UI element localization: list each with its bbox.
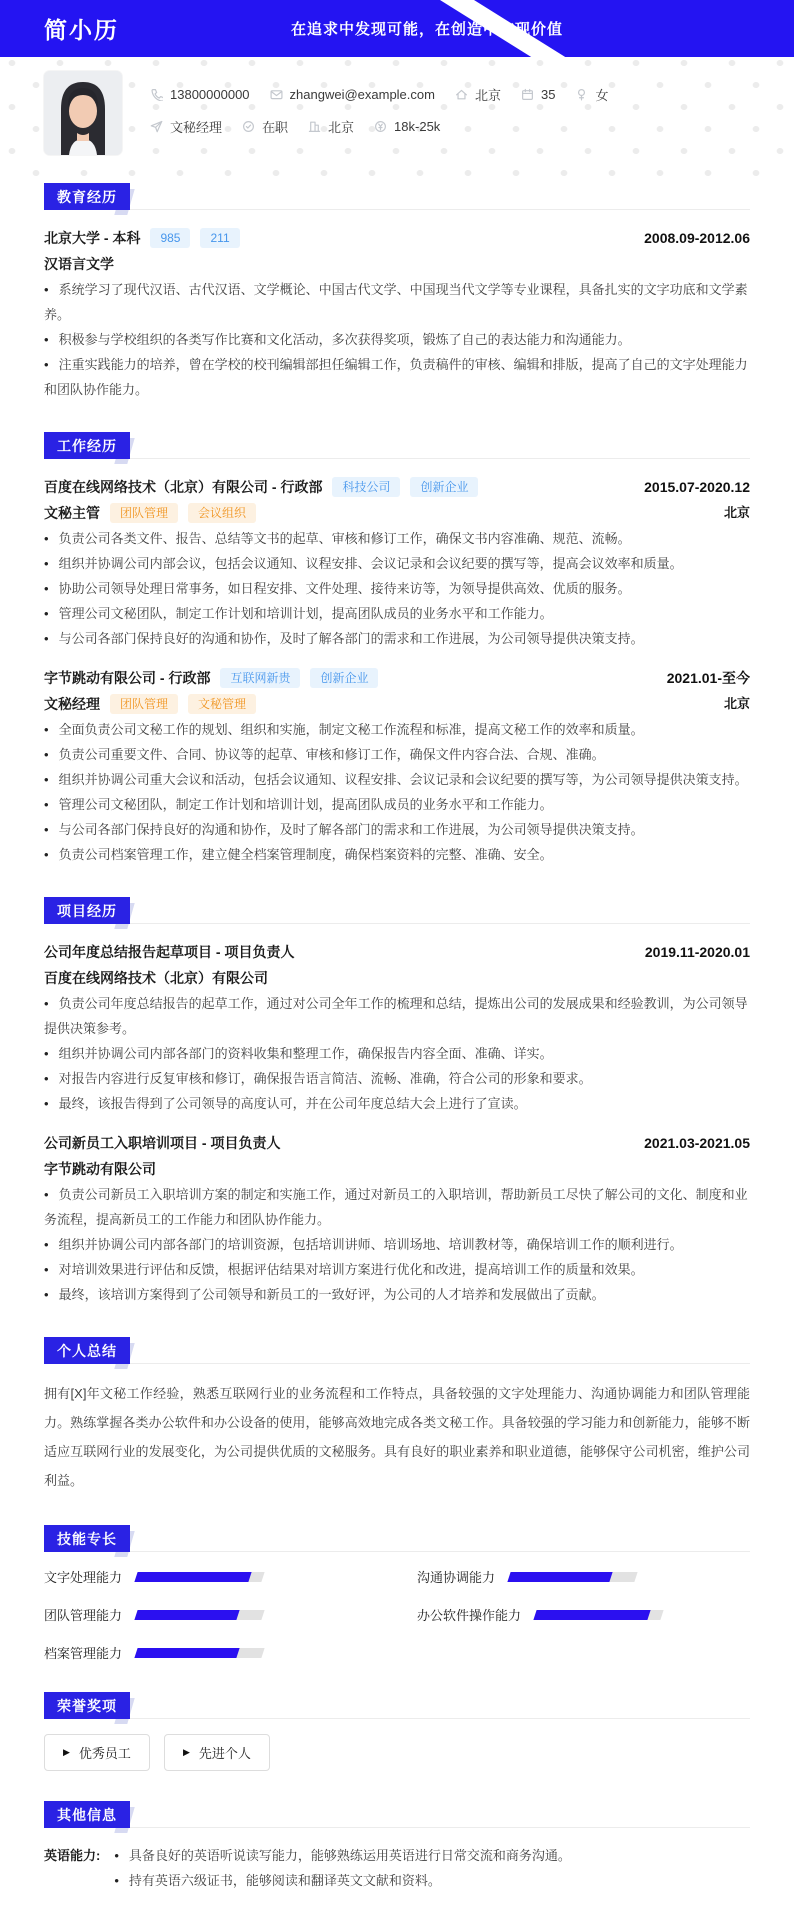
skill-item — [417, 1605, 750, 1624]
work-city-item — [308, 117, 354, 136]
email-address: zhangwei@example.com — [289, 87, 435, 102]
section-header — [44, 432, 750, 459]
project-bullet: • 负责公司年度总结报告的起草工作，通过对公司全年工作的梳理和总结，提炼出公司的发展成果和经验教训，为公司领导提供决策参考。 — [44, 991, 750, 1041]
project-bullet: • 最终，该报告得到了公司领导的高度认可，并在公司年度总结大会上进行了宣读。 — [44, 1091, 750, 1116]
company-name: 百度在线网络技术（北京）有限公司 - 行政部 — [44, 479, 323, 495]
avatar-illustration — [44, 71, 122, 155]
company-tag: 科技公司 — [332, 477, 400, 497]
job-status-value: 在职 — [262, 120, 289, 135]
skill-bar-fill — [134, 1610, 239, 1620]
project-company: 百度在线网络技术（北京）有限公司 — [44, 970, 268, 986]
project-name: 公司新员工入职培训项目 - 项目负责人 — [44, 1135, 281, 1151]
work-bullet: • 管理公司文秘团队，制定工作计划和培训计划，提高团队成员的业务水平和工作能力。 — [44, 601, 750, 626]
work-location: 北京 — [723, 696, 750, 711]
other-bullet: • 持有英语六级证书，能够阅读和翻译英文文献和资料。 — [114, 1868, 571, 1893]
gender-icon — [575, 88, 588, 101]
project-entry-1 — [44, 939, 750, 1116]
work-bullet: • 组织并协调公司重大会议和活动，包括会议通知、议程安排、会议记录和会议纪要的撰写等，为公司领导提供决策支持。 — [44, 767, 750, 792]
english-ability-row — [44, 1843, 750, 1893]
email-item — [270, 87, 435, 102]
project-company: 字节跳动有限公司 — [44, 1161, 156, 1177]
play-icon: ▶ — [182, 1747, 190, 1757]
top-banner — [0, 0, 794, 57]
skill-name: 办公软件操作能力 — [417, 1608, 522, 1623]
section-education — [44, 183, 750, 402]
skill-item — [44, 1567, 377, 1586]
job-intention-value: 文秘经理 — [170, 120, 223, 135]
section-other-info — [44, 1801, 750, 1893]
age-icon — [521, 88, 534, 101]
section-header — [44, 1525, 750, 1552]
send-icon — [150, 120, 163, 133]
skill-name: 团队管理能力 — [44, 1608, 123, 1623]
position-tag: 会议组织 — [188, 503, 256, 523]
work-bullet: • 组织并协调公司内部会议，包括会议通知、议程安排、会议记录和会议纪要的撰写等，提高会议效率和质量。 — [44, 551, 750, 576]
gender-item — [575, 85, 608, 104]
phone-icon — [150, 88, 163, 101]
award-label: 优秀员工 — [78, 1746, 131, 1761]
project-bullet: • 对报告内容进行反复审核和修订，确保报告语言简洁、流畅、准确，符合公司的形象和要求。 — [44, 1066, 750, 1091]
project-bullet: • 负责公司新员工入职培训方案的制定和实施工作，通过对新员工的入职培训，帮助新员工尽快了解公司的文化、制度和业务流程，提高新员工的工作能力和团队协作能力。 — [44, 1182, 750, 1232]
company-tag: 互联网新贵 — [220, 668, 300, 688]
banner-tagline: 在追求中发现可能，在创造中实现价值 — [290, 21, 563, 38]
contact-row-1 — [150, 85, 628, 104]
other-bullet: • 具备良好的英语听说读写能力，能够熟练运用英语进行日常交流和商务沟通。 — [114, 1843, 571, 1868]
project-entry-header — [44, 939, 750, 965]
section-header — [44, 897, 750, 924]
section-title-badge: 荣誉奖项 — [44, 1692, 130, 1719]
award-button-excellent-employee[interactable] — [44, 1734, 150, 1771]
work-date: 2021.01-至今 — [666, 670, 750, 686]
work-bullet: • 管理公司文秘团队，制定工作计划和培训计划，提高团队成员的业务水平和工作能力。 — [44, 792, 750, 817]
section-title-badge: 项目经历 — [44, 897, 130, 924]
play-icon: ▶ — [63, 1747, 70, 1757]
school-tag-211: 211 — [200, 228, 239, 248]
home-icon — [455, 88, 468, 101]
city-value: 北京 — [474, 88, 501, 103]
summary-text: 拥有[X]年文秘工作经验，熟悉互联网行业的业务流程和工作特点，具备较强的文字处理能力、沟通协调能力和团队管理能力。熟练掌握各类办公软件和办公设备的使用，能够高效地完成各类文秘工作。具备较强的学习能力和创新能力，能够不断适应互联网行业的发展变化，为公司提供优质的文秘服务。具有良好的职业素养和职业道德，能够保守公司机密，维护公司利益。 — [44, 1386, 750, 1488]
work-bullet: • 负责公司档案管理工作，建立健全档案管理制度，确保档案资料的完整、准确、安全。 — [44, 842, 750, 867]
english-ability-bullets — [114, 1843, 571, 1893]
company-tag: 创新企业 — [410, 477, 478, 497]
skill-item — [417, 1567, 750, 1586]
section-title-badge: 其他信息 — [44, 1801, 130, 1828]
skill-bar-fill — [507, 1572, 612, 1582]
site-logo: 简小历 — [44, 17, 119, 43]
phone-item — [150, 87, 250, 102]
work-entry-header — [44, 474, 750, 500]
project-bullet: • 对培训效果进行评估和反馈，根据评估结果对培训方案进行优化和改进，提高培训工作的质量和效果。 — [44, 1257, 750, 1282]
skill-bar — [134, 1648, 264, 1658]
work-entry-1 — [44, 474, 750, 651]
work-city-value: 北京 — [328, 120, 355, 135]
job-status-item — [242, 117, 288, 136]
job-intention-item — [150, 117, 222, 136]
project-entry-header — [44, 1130, 750, 1156]
position-tag: 团队管理 — [110, 503, 178, 523]
skill-item — [44, 1605, 377, 1624]
skill-bar — [134, 1572, 264, 1582]
skill-bar-fill — [134, 1648, 239, 1658]
building-icon — [308, 120, 321, 133]
work-bullet: • 与公司各部门保持良好的沟通和协作，及时了解各部门的需求和工作进展，为公司领导提供决策支持。 — [44, 817, 750, 842]
salary-icon — [374, 120, 387, 133]
work-bullet: • 协助公司领导处理日常事务，如日程安排、文件处理、接待来访等，为领导提供高效、优质的服务。 — [44, 576, 750, 601]
section-header — [44, 1801, 750, 1828]
education-bullet: • 注重实践能力的培养，曾在学校的校刊编辑部担任编辑工作，负责稿件的审核、编辑和排版，提高了自己的文字处理能力和团队协作能力。 — [44, 352, 750, 402]
education-date: 2008.09-2012.06 — [644, 230, 750, 246]
work-bullet: • 负责公司各类文件、报告、总结等文书的起草、审核和修订工作，确保文书内容准确、规范、流畅。 — [44, 526, 750, 551]
english-ability-label: 英语能力: — [44, 1848, 101, 1863]
resume-body — [0, 177, 794, 1893]
skill-item — [44, 1643, 377, 1662]
position-name: 文秘经理 — [44, 696, 100, 712]
profile-photo — [44, 71, 122, 155]
skill-name: 档案管理能力 — [44, 1646, 123, 1661]
education-entry-header — [44, 225, 750, 251]
skill-name: 文字处理能力 — [44, 1570, 123, 1585]
education-bullet: • 系统学习了现代汉语、古代汉语、文学概论、中国古代文学、中国现当代文学等专业课程，具备扎实的文字功底和文学素养。 — [44, 277, 750, 327]
skill-bar — [507, 1572, 637, 1582]
section-awards — [44, 1692, 750, 1771]
work-entry-2 — [44, 665, 750, 867]
award-button-advanced-individual[interactable] — [164, 1734, 270, 1771]
position-tag: 团队管理 — [110, 694, 178, 714]
awards-list — [44, 1734, 750, 1771]
skill-bar — [533, 1610, 663, 1620]
company-tag: 创新企业 — [310, 668, 378, 688]
project-name: 公司年度总结报告起草项目 - 项目负责人 — [44, 944, 295, 960]
project-bullet: • 组织并协调公司内部各部门的资料收集和整理工作，确保报告内容全面、准确、详实。 — [44, 1041, 750, 1066]
skills-grid — [44, 1567, 750, 1662]
section-work — [44, 432, 750, 867]
education-bullet: • 积极参与学校组织的各类写作比赛和文化活动，多次获得奖项，锻炼了自己的表达能力和沟通能力。 — [44, 327, 750, 352]
project-date: 2019.11-2020.01 — [644, 944, 750, 960]
major-name: 汉语言文学 — [44, 256, 114, 272]
skill-bar — [134, 1610, 264, 1620]
work-position-row — [44, 691, 750, 717]
skill-bar-fill — [134, 1572, 252, 1582]
phone-number: 13800000000 — [170, 87, 250, 102]
status-icon — [242, 120, 255, 133]
work-entry-header — [44, 665, 750, 691]
skill-bar-fill — [533, 1610, 651, 1620]
city-item — [455, 85, 501, 104]
age-item — [521, 87, 555, 102]
contact-row-2 — [150, 117, 628, 136]
salary-value: 18k-25k — [394, 119, 441, 134]
award-label: 先进个人 — [198, 1746, 251, 1761]
work-position-row — [44, 500, 750, 526]
section-skills — [44, 1525, 750, 1662]
contact-info — [150, 71, 628, 149]
work-location: 北京 — [723, 505, 750, 520]
company-name: 字节跳动有限公司 - 行政部 — [44, 670, 211, 686]
position-name: 文秘主管 — [44, 505, 100, 521]
section-title-badge: 工作经历 — [44, 432, 130, 459]
project-entry-2 — [44, 1130, 750, 1307]
school-tag-985: 985 — [150, 228, 190, 248]
skill-name: 沟通协调能力 — [417, 1570, 496, 1585]
work-bullet: • 负责公司重要文件、合同、协议等的起草、审核和修订工作，确保文件内容合法、合规、准确。 — [44, 742, 750, 767]
work-bullet: • 与公司各部门保持良好的沟通和协作，及时了解各部门的需求和工作进展，为公司领导提供决策支持。 — [44, 626, 750, 651]
section-header — [44, 1337, 750, 1364]
school-name: 北京大学 - 本科 — [44, 230, 141, 246]
work-date: 2015.07-2020.12 — [644, 479, 750, 495]
section-title-badge: 技能专长 — [44, 1525, 130, 1552]
project-date: 2021.03-2021.05 — [644, 1135, 750, 1151]
section-header — [44, 1692, 750, 1719]
position-tag: 文秘管理 — [188, 694, 256, 714]
work-bullet: • 全面负责公司文秘工作的规划、组织和实施，制定文秘工作流程和标准，提高文秘工作的效率和质量。 — [44, 717, 750, 742]
project-bullet: • 最终，该培训方案得到了公司领导和新员工的一致好评，为公司的人才培养和发展做出了贡献。 — [44, 1282, 750, 1307]
section-title-badge: 个人总结 — [44, 1337, 130, 1364]
section-header — [44, 183, 750, 210]
gender-value: 女 — [595, 88, 609, 103]
salary-item — [374, 119, 440, 134]
section-summary — [44, 1337, 750, 1495]
profile-header — [0, 57, 794, 177]
section-projects — [44, 897, 750, 1307]
section-title-badge: 教育经历 — [44, 183, 130, 210]
mail-icon — [270, 88, 283, 101]
age-value: 35 — [540, 87, 556, 102]
project-bullet: • 组织并协调公司内部各部门的培训资源，包括培训讲师、培训场地、培训教材等，确保培训工作的顺利进行。 — [44, 1232, 750, 1257]
